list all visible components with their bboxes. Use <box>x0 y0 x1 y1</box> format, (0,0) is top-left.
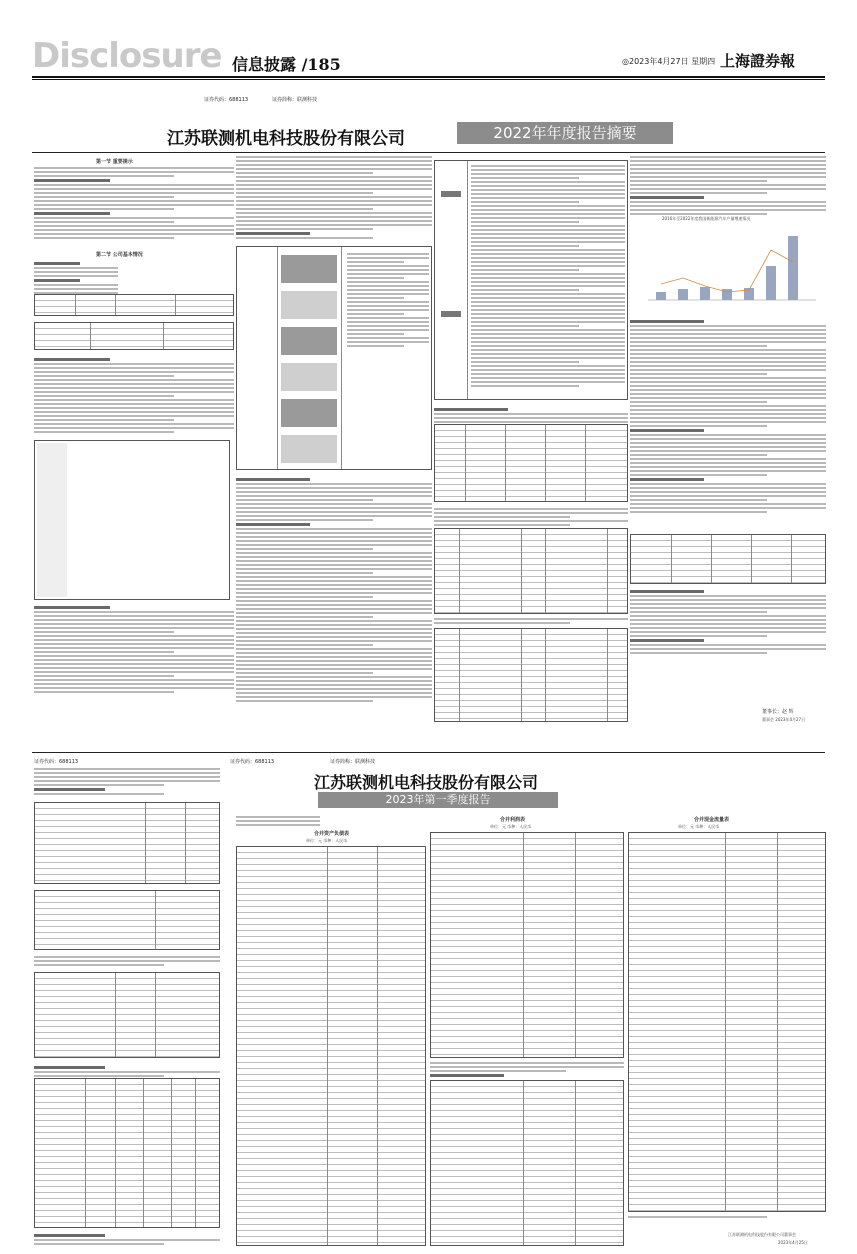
market-data-table-1 <box>434 424 628 502</box>
annual-report-header <box>32 96 825 146</box>
body-text <box>34 1064 220 1079</box>
body-text <box>34 1232 220 1247</box>
balance-sheet-table <box>236 846 426 1246</box>
matrix-desc <box>471 165 625 389</box>
non-recurring-table <box>34 890 220 950</box>
cash-flow-title: 合并现金流量表 <box>694 817 730 823</box>
section-2-heading: 第二节 公司基本情况 <box>96 252 143 258</box>
masthead-rule <box>32 76 825 78</box>
newspaper-name: 上海證券報 <box>720 52 796 70</box>
annual-header-rule <box>32 152 825 153</box>
body-text <box>434 618 628 626</box>
masthead <box>0 0 857 82</box>
product-desc <box>347 253 429 349</box>
section-title: 信息披露 /185 <box>232 55 341 74</box>
capacity-table <box>630 534 826 584</box>
body-text <box>34 167 234 241</box>
balance-sheet-continued-table <box>430 832 624 1058</box>
bar-chart-icon <box>634 226 822 310</box>
row-label <box>441 311 461 317</box>
bar-chart <box>634 216 822 312</box>
q1-col-3 <box>430 816 624 1250</box>
company-name: 江苏联测机电科技股份有限公司 <box>167 129 405 146</box>
masthead-rule-thin <box>32 79 825 80</box>
car-brand-logo-grid-icon <box>69 443 227 597</box>
issue-date: ◎2023年4月27日 星期四 <box>622 57 716 66</box>
product-photo <box>281 255 337 283</box>
product-photo <box>281 327 337 355</box>
product-photo <box>281 399 337 427</box>
key-financial-table <box>34 802 220 884</box>
product-matrix-table <box>434 160 628 400</box>
q1-col-2 <box>236 816 426 1250</box>
income-statement-title: 合并利润表 <box>500 817 526 823</box>
body-text <box>34 356 234 435</box>
contact-table <box>34 322 234 350</box>
market-data-table-3 <box>434 628 628 722</box>
q1-col-1 <box>34 758 220 1250</box>
cash-flow-table <box>628 832 826 1212</box>
company-name: 江苏联测机电科技股份有限公司 <box>314 773 539 792</box>
annual-col-4 <box>630 156 826 726</box>
body-text <box>34 768 220 797</box>
product-photo <box>281 291 337 319</box>
footer-date: 2023年4月25日 <box>778 1240 808 1245</box>
annual-col-2 <box>236 156 432 726</box>
section-1-heading: 第一节 重要提示 <box>96 159 133 165</box>
product-photo <box>281 363 337 391</box>
body-text <box>630 156 826 217</box>
body-text <box>434 508 628 528</box>
annual-col-3 <box>434 156 628 726</box>
brand-logo: Disclosure <box>32 36 222 76</box>
q1-col-4 <box>628 816 826 1250</box>
stock-code: 证券代码：688113 <box>230 759 275 765</box>
q1-report-header <box>230 758 620 812</box>
body-text <box>236 156 432 241</box>
row-label <box>441 191 461 197</box>
body-text <box>236 476 432 704</box>
change-reason-table <box>34 972 220 1058</box>
section-divider <box>32 752 825 753</box>
product-photo <box>281 435 337 463</box>
income-statement-table <box>430 1080 624 1246</box>
chairman-sign: 董事长：赵 辉 <box>762 709 794 715</box>
shareholder-table <box>34 1078 220 1228</box>
body-text <box>34 956 220 968</box>
company-info-table <box>34 294 234 316</box>
unit-label: 单位：元 币种：人民币 <box>678 824 720 829</box>
body-text <box>236 816 356 828</box>
stock-short-name: 证券简称：联测科技 <box>330 759 376 765</box>
stock-code: 证券代码：688113 <box>204 97 249 103</box>
sign-date: 董事会 2023年4月27日 <box>762 717 806 722</box>
body-text <box>628 1216 826 1220</box>
stock-short-name: 证券简称：联测科技 <box>272 97 318 103</box>
unit-label: 单位：元 币种：人民币 <box>306 838 348 843</box>
chart-title: 2016年至2022年度我国新能源汽车产量增速情况 <box>662 216 751 221</box>
board-signature: 江苏联测机电科技股份有限公司董事会 <box>728 1232 796 1237</box>
body-text <box>430 1062 624 1079</box>
report-title-badge: 2022年年度报告摘要 <box>457 122 673 144</box>
body-text <box>630 318 826 515</box>
balance-sheet-title: 合并资产负债表 <box>314 831 350 837</box>
body-text <box>34 604 234 695</box>
report-title-badge: 2023年第一季度报告 <box>318 792 558 808</box>
customer-logo-grid <box>34 440 230 600</box>
category-label-column <box>37 443 67 597</box>
annual-col-1 <box>34 156 234 436</box>
unit-label: 单位：元 币种：人民币 <box>490 824 532 829</box>
stock-code: 证券代码：688113 <box>34 759 79 765</box>
annual-col-1-tail <box>34 604 234 726</box>
market-data-table-2 <box>434 528 628 614</box>
body-text <box>630 588 826 656</box>
product-image-table <box>236 246 432 470</box>
body-text <box>34 260 154 296</box>
